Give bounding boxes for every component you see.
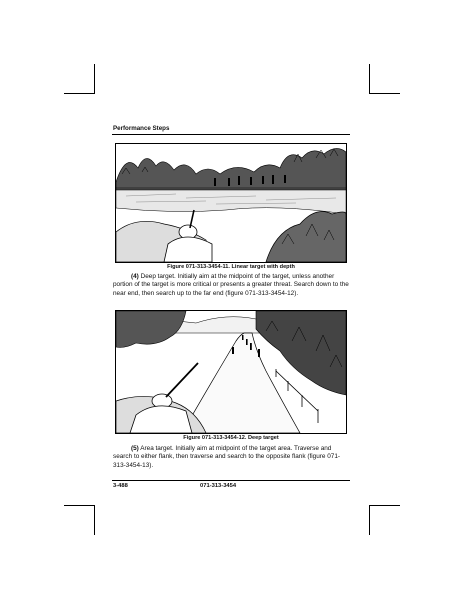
running-head: Performance Steps bbox=[113, 125, 170, 132]
crop-mark bbox=[64, 505, 94, 506]
paragraph-number: (4) bbox=[131, 273, 139, 280]
footer-rule bbox=[112, 480, 350, 481]
figure-linear-target-illustration bbox=[115, 143, 347, 263]
crop-mark bbox=[94, 64, 95, 94]
figure-2-caption: Figure 071-313-3454-12. Deep target bbox=[183, 435, 279, 441]
figure-1-caption: Figure 071-313-3454-11. Linear target with depth bbox=[167, 264, 295, 270]
crop-mark bbox=[369, 64, 370, 94]
page-number: 3-488 bbox=[113, 483, 128, 489]
header-rule bbox=[112, 134, 350, 135]
paragraph-text: Area target. Initially aim at midpoint of the target area. Traverse and search to either flank, then traverse and search to the opposite flank (figure 071-313-3454-13). bbox=[113, 445, 340, 469]
crop-mark bbox=[94, 505, 95, 535]
crop-mark bbox=[370, 93, 400, 94]
paragraph-area-target bbox=[113, 445, 351, 470]
crop-mark bbox=[64, 93, 94, 94]
crop-mark bbox=[369, 505, 370, 535]
paragraph-deep-target bbox=[113, 273, 351, 298]
crop-mark bbox=[370, 505, 400, 506]
paragraph-number: (5) bbox=[131, 445, 139, 452]
figure-deep-target-illustration bbox=[115, 310, 347, 434]
task-number: 071-313-3454 bbox=[200, 483, 237, 489]
paragraph-text: Deep target. Initially aim at the midpoint of the target, unless another portion of the target is more critical or presents a greater threat. Search down to the near end, then search up to the far end (figure 071-313-3454-12). bbox=[113, 273, 349, 297]
